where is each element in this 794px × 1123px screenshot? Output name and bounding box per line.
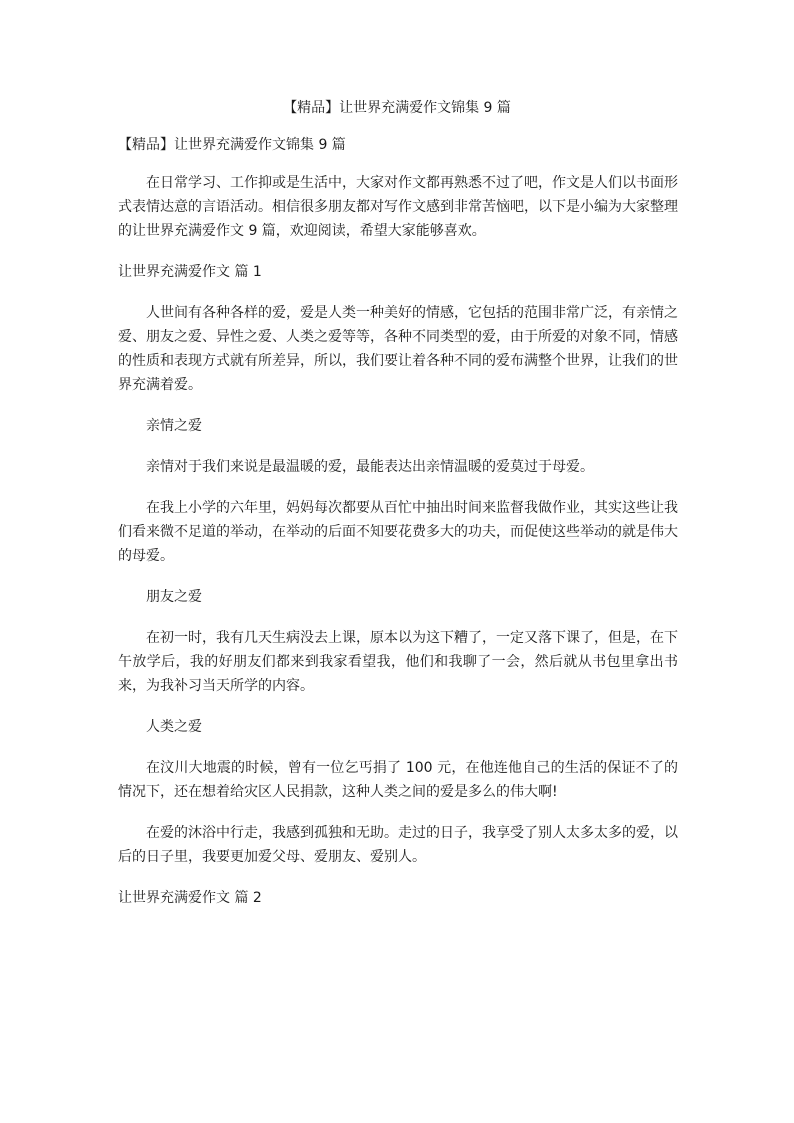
- subheading-family-love: 亲情之爱: [146, 418, 202, 434]
- section-1-paragraph: 人世间有各种各样的爱，爱是人类一种美好的情感，它包括的范围非常广泛，有亲情之爱、朋友之爱、异性之爱、人类之爱等等，各种不同类型的爱，由于所爱的对象不同，情感的性质和表现方式就有所差异，所以，我们要让着各种不同的爱布满整个世界，让我们的世界充满着爱。: [118, 305, 678, 393]
- family-love-paragraph-1: 亲情对于我们来说是最温暖的爱，最能表达出亲情温暖的爱莫过于母爱。: [146, 459, 594, 475]
- document-body: [118, 133, 678, 927]
- human-love-paragraph-2: 在爱的沐浴中行走，我感到孤独和无助。走过的日子，我享受了别人太多太多的爱，以后的日子里，我要更加爱父母、爱朋友、爱别人。: [118, 825, 678, 865]
- family-love-paragraph-2: 在我上小学的六年里，妈妈每次都要从百忙中抽出时间来监督我做作业，其实这些让我们看来微不足道的举动，在举动的后面不知要花费多大的功夫，而促使这些举动的就是伟大的母爱。: [118, 500, 678, 564]
- friend-love-paragraph: 在初一时，我有几天生病没去上课，原本以为这下糟了，一定又落下课了，但是，在下午放学后，我的好朋友们都来到我家看望我，他们和我聊了一会，然后就从书包里拿出书来，为我补习当天所学的内容。: [118, 630, 678, 694]
- section-heading-2: 让世界充满爱作文 篇 2: [118, 890, 262, 906]
- document-title: 【精品】让世界充满爱作文锦集 9 篇: [283, 100, 511, 116]
- intro-paragraph: 在日常学习、工作抑或是生活中，大家对作文都再熟悉不过了吧，作文是人们以书面形式表情达意的言语活动。相信很多朋友都对写作文感到非常苦恼吧，以下是小编为大家整理的让世界充满爱作文 9 篇，欢迎阅读，希望大家能够喜欢。: [118, 175, 678, 239]
- subheading-friend-love: 朋友之爱: [146, 589, 202, 605]
- subheading-human-love: 人类之爱: [146, 719, 202, 735]
- document-subtitle: 【精品】让世界充满爱作文锦集 9 篇: [118, 137, 346, 153]
- section-heading-1: 让世界充满爱作文 篇 1: [118, 264, 262, 280]
- human-love-paragraph-1: 在汶川大地震的时候，曾有一位乞丐捐了 100 元，在他连他自己的生活的保证不了的情况下，还在想着给灾区人民捐款，这种人类之间的爱是多么的伟大啊!: [118, 760, 678, 800]
